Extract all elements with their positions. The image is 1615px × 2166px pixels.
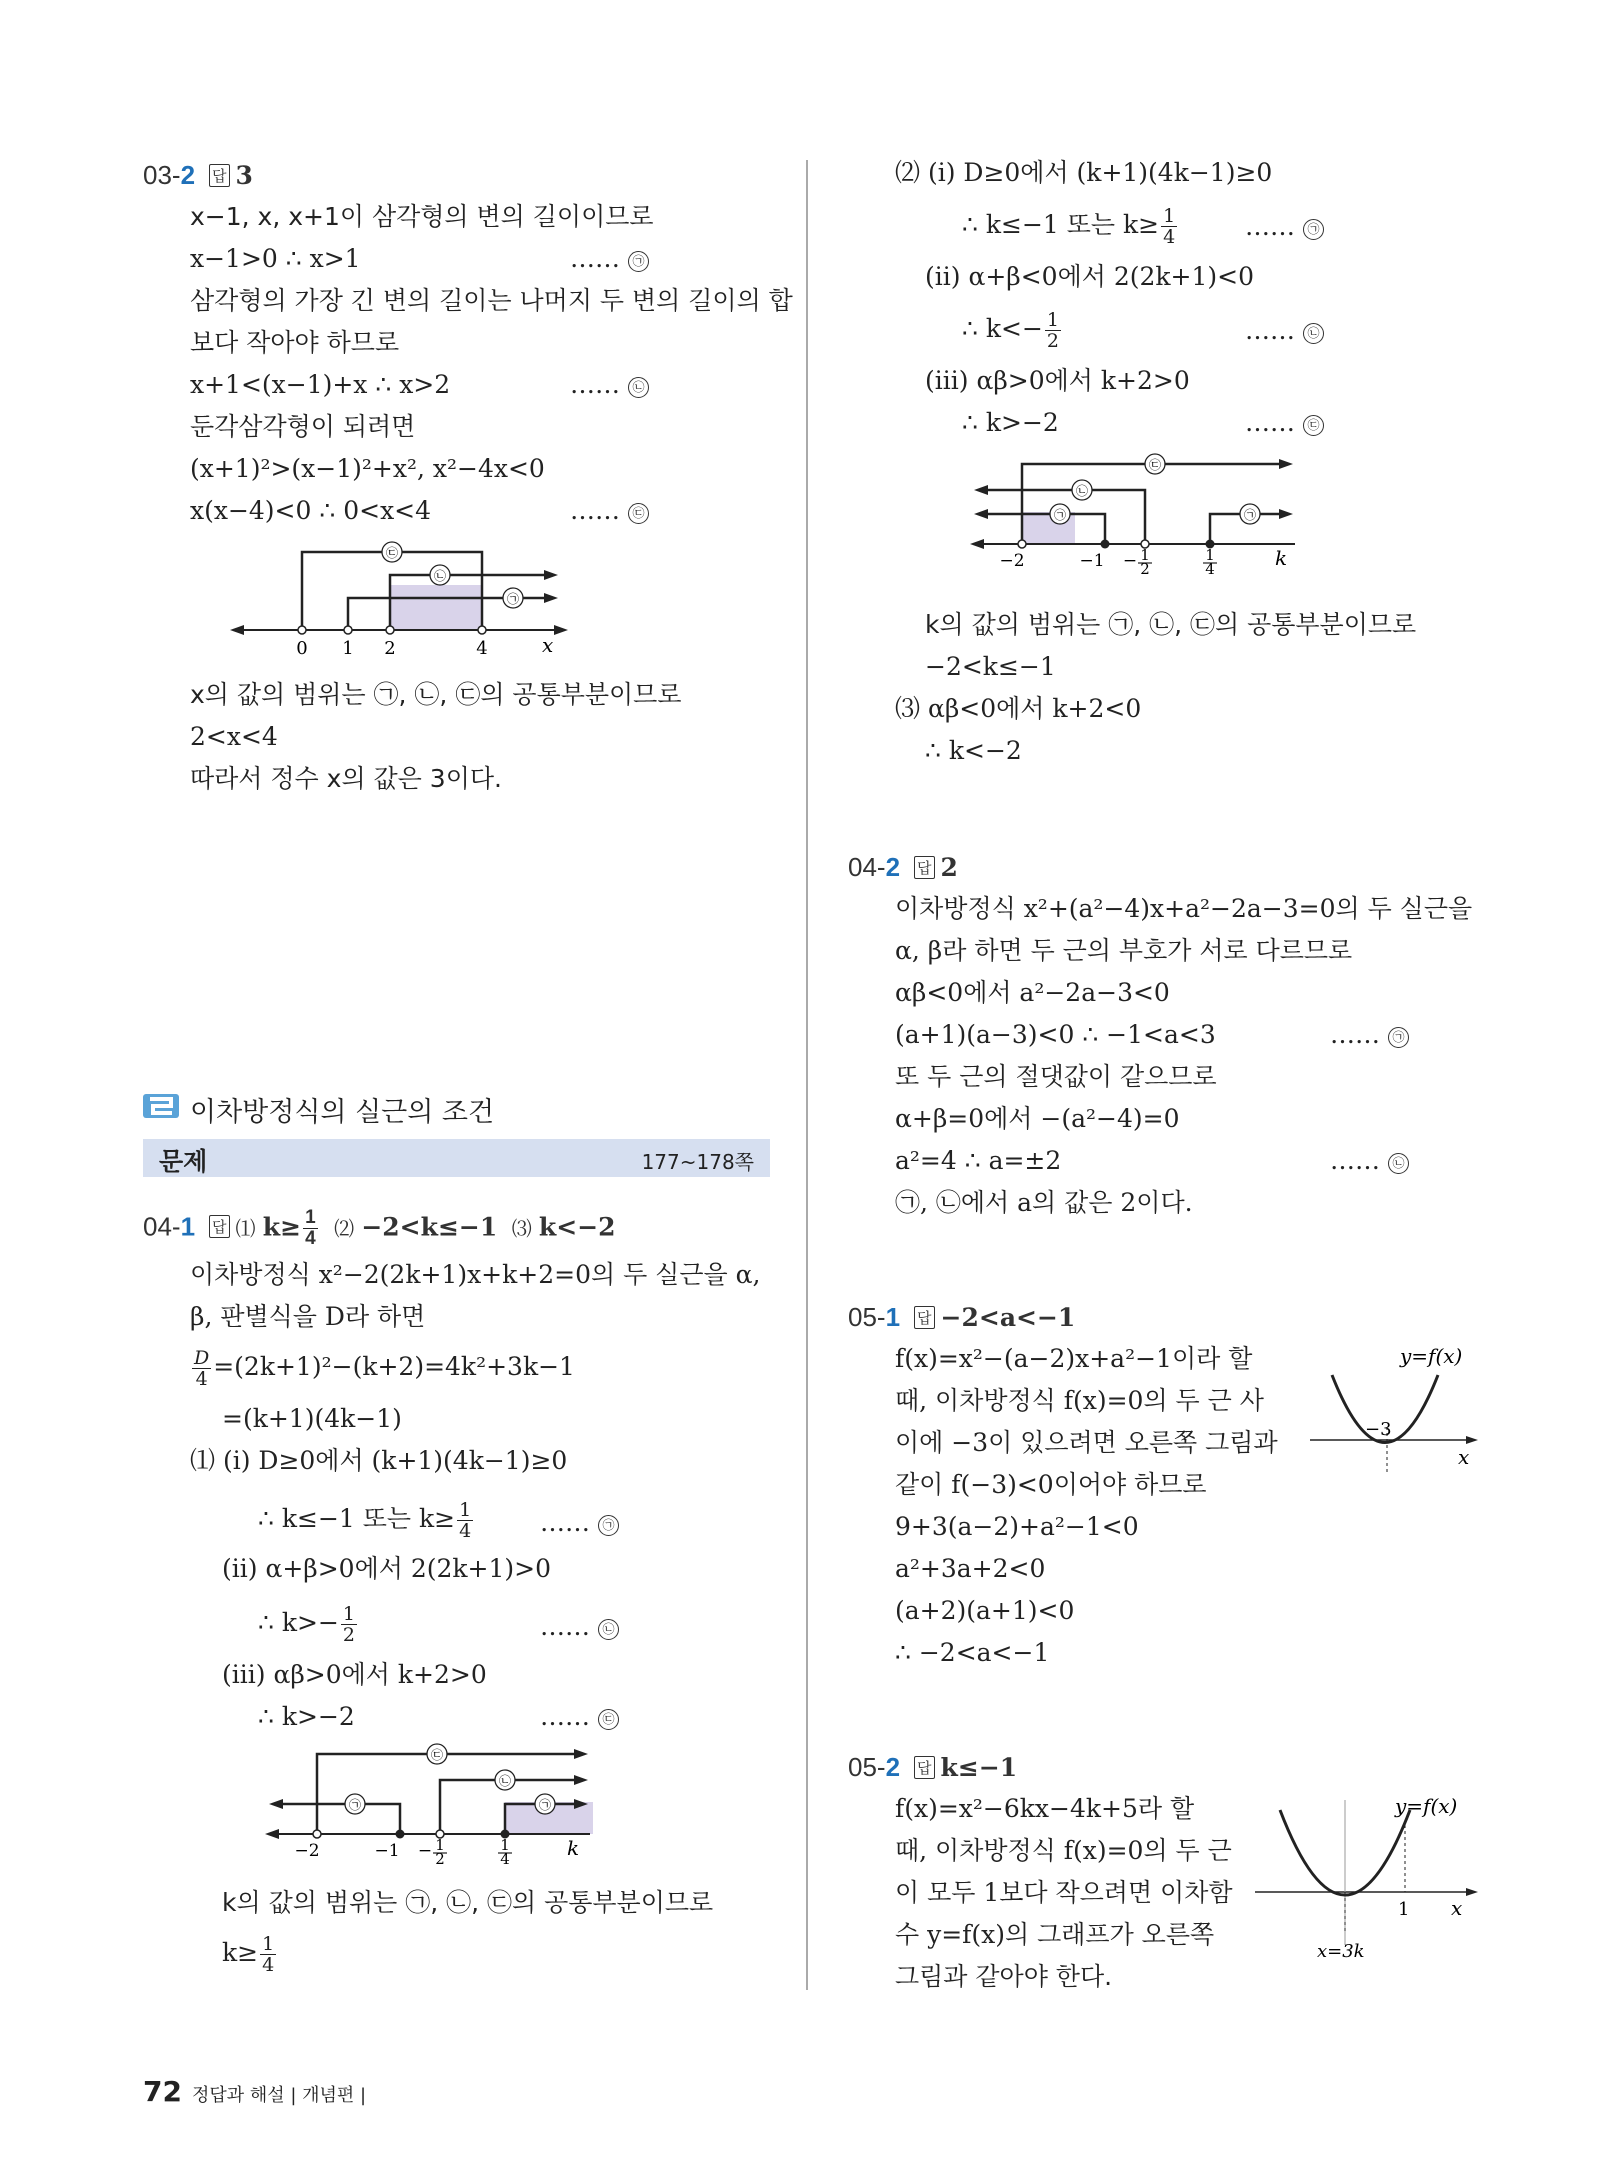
label-b: ㉡ xyxy=(433,569,447,583)
footer-text: 정답과 해설 | 개념편 | xyxy=(191,2085,367,2106)
tick-label: 2 xyxy=(384,638,396,659)
page-footer xyxy=(143,2075,366,2108)
text-line: 삼각형의 가장 긴 변의 길이는 나머지 두 변의 길이의 합 xyxy=(190,286,793,315)
mark-3: …… ㉢ xyxy=(540,1702,619,1732)
svg-text:−1: −1 xyxy=(374,1841,400,1861)
text-line: ∴ k>−2 xyxy=(258,1702,355,1731)
number-line-diagram-04-1-a xyxy=(265,1740,595,1865)
section-title: 이차방정식의 실근의 조건 xyxy=(190,1097,495,1128)
text-line: ∴ −2<a<−1 xyxy=(895,1638,1050,1667)
text-line: (a+1)(a−3)<0 ∴ −1<a<3 xyxy=(895,1020,1216,1049)
svg-text:k: k xyxy=(567,1836,580,1860)
text-line: 이 모두 1보다 작으려면 이차함 xyxy=(895,1878,1233,1907)
axis-label: x xyxy=(542,633,554,657)
mark-1: …… ㉠ xyxy=(540,1508,619,1538)
parabola-graph-05-1 xyxy=(1310,1335,1480,1495)
svg-text:㉠: ㉠ xyxy=(348,1798,362,1812)
text-line: $\frac{D}{4}$ =(2k+1)²−(k+2)=4k²+3k−1 xyxy=(194,1347,575,1390)
text-line: (iii) αβ>0에서 k+2>0 xyxy=(925,366,1190,395)
number-line-diagram-03-2 xyxy=(230,540,570,660)
svg-text:㉡: ㉡ xyxy=(1075,484,1089,498)
text-line: 이차방정식 x²+(a²−4)x+a²−2a−3=0의 두 실근을 xyxy=(895,894,1473,923)
svg-text:㉠: ㉠ xyxy=(538,1798,552,1812)
problem-id-05-2: 05-2 답 k≤−1 xyxy=(848,1752,1018,1782)
tick-label: 1 xyxy=(342,638,354,659)
label-c: ㉢ xyxy=(385,546,399,560)
text-line: 이차방정식 x²−2(2k+1)x+k+2=0의 두 실근을 α, xyxy=(190,1260,761,1289)
text-line: x+1<(x−1)+x ∴ x>2 xyxy=(190,370,451,399)
common-region xyxy=(390,585,482,630)
text-line: 또 두 근의 절댓값이 같으므로 xyxy=(895,1062,1217,1091)
svg-text:−1: −1 xyxy=(1079,551,1105,571)
text-line: ∴ k<−2 xyxy=(925,736,1022,765)
svg-text:−3: −3 xyxy=(1365,1419,1392,1440)
problem-bar-title: 문제 xyxy=(159,1147,208,1176)
svg-text:y=f(x): y=f(x) xyxy=(1395,1794,1458,1818)
number-line-diagram-04-1-b xyxy=(970,450,1300,585)
mark-1: …… ㉠ xyxy=(1245,212,1324,242)
text-line: 보다 작아야 하므로 xyxy=(190,328,400,357)
svg-text:1: 1 xyxy=(1398,1899,1410,1920)
text-line: x−1>0 ∴ x>1 xyxy=(190,244,361,273)
svg-text:−: − xyxy=(1122,551,1138,571)
text-line: ∴ k≤−1 또는 k≥ $\frac{1}{4}$ xyxy=(962,205,1176,248)
text-line: −2<k≤−1 xyxy=(925,652,1056,681)
svg-text:k: k xyxy=(1275,546,1288,570)
svg-text:x: x xyxy=(1451,1896,1463,1920)
text-line: αβ<0에서 a²−2a−3<0 xyxy=(895,978,1170,1007)
svg-text:1: 1 xyxy=(435,1836,445,1854)
problem-id-04-2: 04-2 답 2 xyxy=(848,852,958,882)
text-line: 이에 −3이 있으려면 오른쪽 그림과 xyxy=(895,1428,1278,1457)
mark-2: …… ㉡ xyxy=(570,370,649,400)
text-line: β, 판별식을 D라 하면 xyxy=(190,1302,426,1331)
text-line: ∴ k>− $\frac{1}{2}$ xyxy=(258,1603,355,1646)
text-line: ∴ k≤−1 또는 k≥ $\frac{1}{4}$ xyxy=(258,1499,472,1542)
mark-2: …… ㉡ xyxy=(1245,316,1324,346)
svg-text:2: 2 xyxy=(435,1850,445,1865)
svg-text:1: 1 xyxy=(1205,546,1215,564)
problem-bar xyxy=(143,1139,770,1177)
svg-text:㉠: ㉠ xyxy=(1243,508,1257,522)
text-line: 때, 이차방정식 f(x)=0의 두 근 xyxy=(895,1836,1232,1865)
text-line: a²=4 ∴ a=±2 xyxy=(895,1146,1062,1175)
column-divider xyxy=(806,160,808,1990)
svg-text:−2: −2 xyxy=(294,1841,320,1861)
text-line: (ii) α+β>0에서 2(2k+1)>0 xyxy=(222,1554,552,1583)
text-line: 9+3(a−2)+a²−1<0 xyxy=(895,1512,1139,1541)
text-line: 같이 f(−3)<0이어야 하므로 xyxy=(895,1470,1207,1499)
text-line: k≥ $\frac{1}{4}$ xyxy=(222,1933,275,1976)
svg-text:㉢: ㉢ xyxy=(430,1748,444,1762)
svg-text:x=3k: x=3k xyxy=(1317,1941,1365,1962)
text-line: ㉠, ㉡에서 a의 값은 2이다. xyxy=(895,1188,1193,1217)
text-line: x−1, x, x+1이 삼각형의 변의 길이이므로 xyxy=(190,202,654,231)
text-line: ⑵ (i) D≥0에서 (k+1)(4k−1)≥0 xyxy=(895,158,1273,187)
text-line: k의 값의 범위는 ㉠, ㉡, ㉢의 공통부분이므로 xyxy=(222,1888,714,1917)
text-line: 수 y=f(x)의 그래프가 오른쪽 xyxy=(895,1920,1215,1949)
text-line: (a+2)(a+1)<0 xyxy=(895,1596,1075,1625)
svg-text:㉡: ㉡ xyxy=(498,1774,512,1788)
problem-id-05-1: 05-1 답 −2<a<−1 xyxy=(848,1302,1076,1332)
svg-text:−: − xyxy=(417,1841,433,1861)
mark-1: …… ㉠ xyxy=(1330,1020,1409,1050)
svg-text:㉠: ㉠ xyxy=(1053,508,1067,522)
text-line: a²+3a+2<0 xyxy=(895,1554,1046,1583)
text-line: ⑴ (i) D≥0에서 (k+1)(4k−1)≥0 xyxy=(190,1446,568,1475)
svg-text:−2: −2 xyxy=(999,551,1025,571)
text-line: x의 값의 범위는 ㉠, ㉡, ㉢의 공통부분이므로 xyxy=(190,680,682,709)
label-a: ㉠ xyxy=(506,592,520,606)
text-line: α, β라 하면 두 근의 부호가 서로 다르므로 xyxy=(895,936,1353,965)
mark-2: …… ㉡ xyxy=(1330,1146,1409,1176)
text-line: 2<x<4 xyxy=(190,722,278,751)
text-line: 둔각삼각형이 되려면 xyxy=(190,412,416,441)
svg-text:2: 2 xyxy=(1140,560,1150,578)
text-line: α+β=0에서 −(a²−4)=0 xyxy=(895,1104,1180,1133)
problem-bar-pages: 177~178쪽 xyxy=(641,1150,754,1174)
svg-text:㉢: ㉢ xyxy=(1148,458,1162,472)
text-line: x(x−4)<0 ∴ 0<x<4 xyxy=(190,496,432,525)
text-line: k의 값의 범위는 ㉠, ㉡, ㉢의 공통부분이므로 xyxy=(925,610,1417,639)
svg-text:x: x xyxy=(1458,1445,1470,1469)
text-line: =(k+1)(4k−1) xyxy=(222,1404,402,1433)
mark-2: …… ㉡ xyxy=(540,1612,619,1642)
svg-text:1: 1 xyxy=(1140,546,1150,564)
text-line: ∴ k>−2 xyxy=(962,408,1059,437)
tick-label: 0 xyxy=(296,638,308,659)
text-line: (ii) α+β<0에서 2(2k+1)<0 xyxy=(925,262,1255,291)
text-line: ⑶ αβ<0에서 k+2<0 xyxy=(895,694,1142,723)
mark-3: …… ㉢ xyxy=(570,496,649,526)
text-line: ∴ k<− $\frac{1}{2}$ xyxy=(962,309,1059,352)
parabola-graph-05-2 xyxy=(1255,1785,1480,1970)
text-line: (iii) αβ>0에서 k+2>0 xyxy=(222,1660,487,1689)
section-number-icon xyxy=(143,1094,179,1118)
text-line: 따라서 정수 x의 값은 3이다. xyxy=(190,764,502,793)
text-line: f(x)=x²−(a−2)x+a²−1이라 할 xyxy=(895,1344,1253,1373)
svg-text:y=f(x): y=f(x) xyxy=(1400,1344,1463,1368)
page-number: 72 xyxy=(143,2075,182,2108)
tick-label: 4 xyxy=(476,638,488,659)
text-line: f(x)=x²−6kx−4k+5라 할 xyxy=(895,1794,1195,1823)
mark-3: …… ㉢ xyxy=(1245,408,1324,438)
problem-id-03-2: 03-2 답 3 xyxy=(143,160,253,190)
text-line: 그림과 같아야 한다. xyxy=(895,1962,1113,1991)
svg-text:4: 4 xyxy=(500,1850,510,1865)
text-line: 때, 이차방정식 f(x)=0의 두 근 사 xyxy=(895,1386,1264,1415)
svg-text:4: 4 xyxy=(1205,560,1215,578)
svg-text:1: 1 xyxy=(500,1836,510,1854)
text-line: (x+1)²>(x−1)²+x², x²−4x<0 xyxy=(190,454,545,483)
mark-1: …… ㉠ xyxy=(570,244,649,274)
problem-id-04-1: 04-1 답 ⑴ k≥ $\frac{1}{4}$ ⑵ −2<k≤−1 ⑶ k<−2 xyxy=(143,1207,616,1249)
